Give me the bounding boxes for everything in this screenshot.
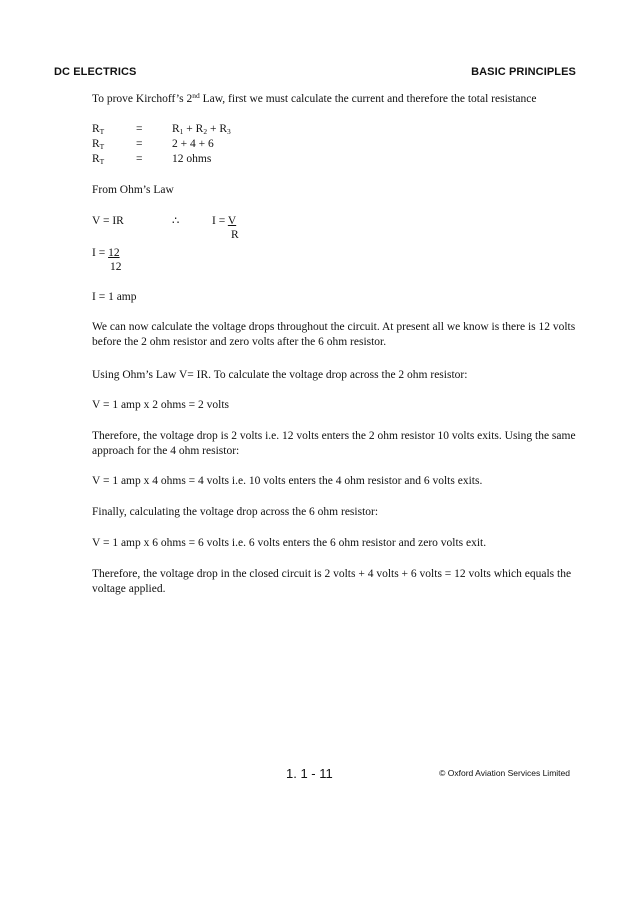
paragraph-conclusion: Therefore, the voltage drop in the closed circuit is 2 volts + 4 volts + 6 volts = 12 volts which equals the voltage applied. xyxy=(92,568,572,595)
equation-6-ohm-drop: V = 1 amp x 6 ohms = 6 volts i.e. 6 volts enters the 6 ohm resistor and zero volts exit. xyxy=(92,537,487,549)
ohms-law-heading: From Ohm’s Law xyxy=(92,184,174,196)
rt-label-1: $R_T$ xyxy=(92,123,105,136)
current-calculation-denominator: 12 xyxy=(110,261,122,273)
rt-sum-expression: $R_1 + R_2 + R_3$ xyxy=(172,123,231,136)
equation-4-ohm-drop: V = 1 amp x 4 ohms = 4 volts i.e. 10 volts enters the 4 ohm resistor and 6 volts exits. xyxy=(92,475,483,487)
current-formula-denominator: R xyxy=(231,229,239,241)
equals-2: = xyxy=(136,138,143,150)
paragraph-using-ohms-law: Using Ohm’s Law V= IR. To calculate the voltage drop across the 2 ohm resistor: xyxy=(92,369,468,381)
intro-sentence: To prove Kirchoff’s 2nd Law, first we must calculate the current and therefore the total resistance xyxy=(92,91,537,105)
rt-label-2: $R_T$ xyxy=(92,138,105,151)
paragraph-2-ohm-result: Therefore, the voltage drop is 2 volts i.e. 12 volts enters the 2 ohm resistor 10 volts exits. Using the same approach for the 4 ohm resistor: xyxy=(92,430,576,457)
therefore-symbol: ∴ xyxy=(172,215,180,227)
current-calculation: I = 12 xyxy=(92,247,120,259)
current-formula: I = V xyxy=(212,215,237,227)
paragraph-6-ohm-intro: Finally, calculating the voltage drop across the 6 ohm resistor: xyxy=(92,506,379,518)
equals-1: = xyxy=(136,123,143,135)
paragraph-voltage-drops-intro: We can now calculate the voltage drops throughout the circuit. At present all we know is there is 12 volts before the 2 ohm resistor and zero volts after the 6 ohm resistor. xyxy=(92,321,576,348)
copyright-notice: © Oxford Aviation Services Limited xyxy=(439,768,570,778)
ohms-law-formula: V = IR xyxy=(92,215,124,227)
equals-3: = xyxy=(136,153,143,165)
equation-2-ohm-drop: V = 1 amp x 2 ohms = 2 volts xyxy=(92,399,230,411)
rt-values-expression: 2 + 4 + 6 xyxy=(172,138,214,150)
rt-label-3: $R_T$ xyxy=(92,153,105,166)
current-result: I = 1 amp xyxy=(92,291,137,303)
rt-total-value: 12 ohms xyxy=(172,153,212,165)
header-section-title: DC ELECTRICS xyxy=(54,66,137,78)
page-number: 1. 1 - 11 xyxy=(286,766,333,781)
header-chapter-title: BASIC PRINCIPLES xyxy=(471,66,576,78)
